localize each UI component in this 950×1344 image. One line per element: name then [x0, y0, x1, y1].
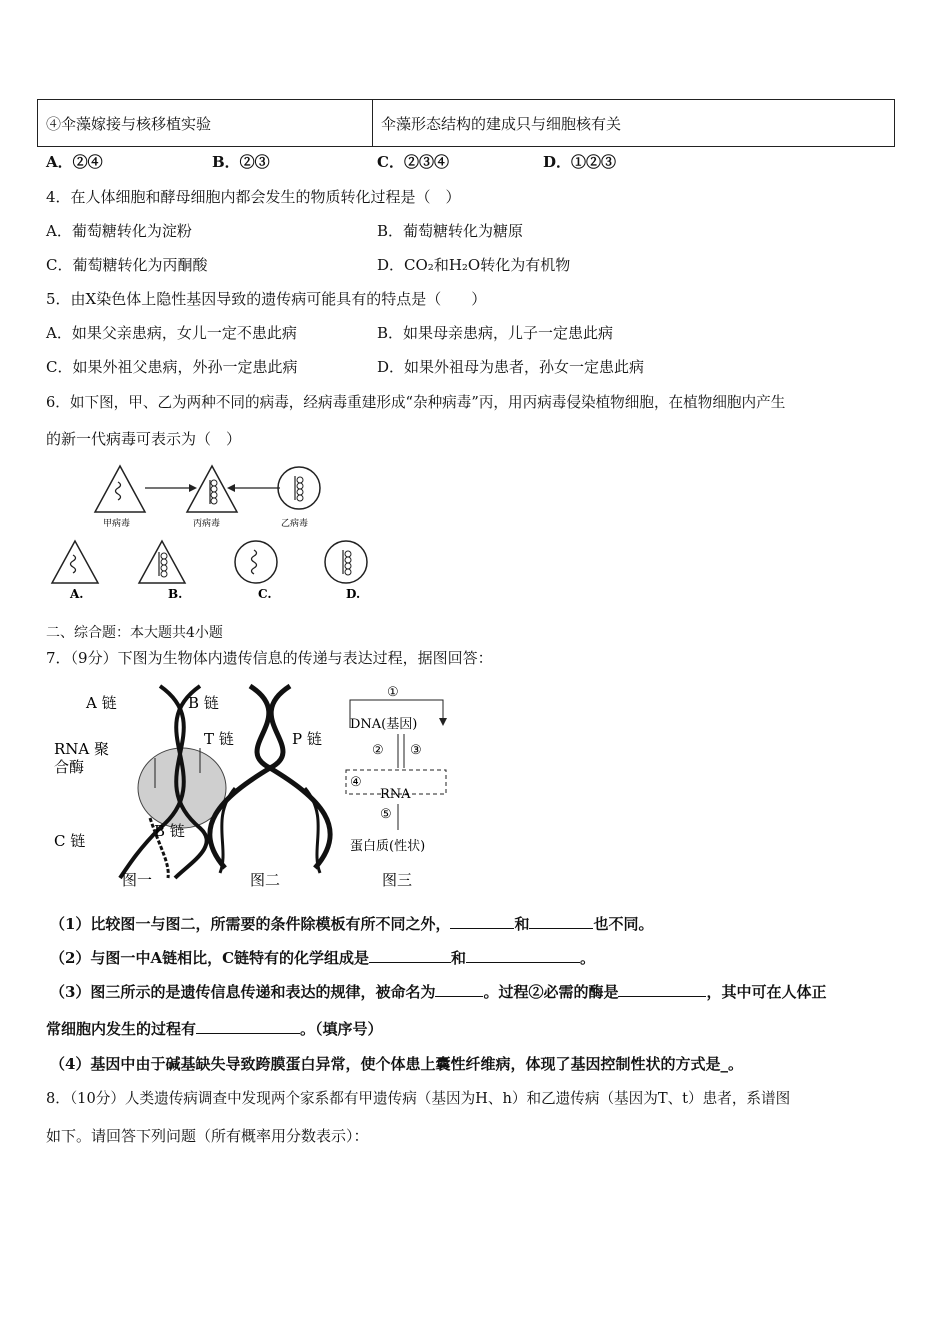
q5-option-c: C．如果外祖父患病，外孙一定患此病 — [46, 358, 298, 376]
fig2-label-p-chain: P 链 — [292, 730, 322, 748]
q7-subquestion-3: （3）图三所示的是遗传信息传递和表达的规律，被命名为 。过程②必需的酶是 ，其中可在人体正 — [50, 983, 827, 1001]
fig3-caption: 图三 — [382, 871, 413, 889]
fig3-protein: 蛋白质(性状) — [350, 839, 426, 854]
virus-yi — [278, 467, 320, 509]
virus-label-bing: 丙病毒 — [193, 519, 221, 529]
answer-blank[interactable] — [196, 1019, 300, 1034]
answer-blank[interactable] — [529, 914, 593, 929]
q6-stem-line1: 6．如下图，甲、乙为两种不同的病毒，经病毒重建形成“杂种病毒”丙，用丙病毒侵染植物细胞，在植物细胞内产生 — [46, 394, 786, 411]
answer-blank[interactable] — [369, 948, 451, 963]
q3-option-b: B．②③ — [212, 153, 270, 171]
section-heading: 二、综合题：本大题共4小题 — [46, 625, 223, 641]
fig2-caption: 图二 — [250, 871, 281, 889]
answer-blank[interactable] — [435, 982, 483, 997]
q3-option-d: D．①②③ — [543, 153, 617, 171]
comparison-table — [37, 99, 895, 147]
choice-label-a: A. — [70, 587, 84, 601]
answer-blank[interactable] — [450, 914, 514, 929]
fig1-label-b-chain-top: B 链 — [188, 694, 219, 712]
q4-option-a: A．葡萄糖转化为淀粉 — [46, 222, 192, 240]
q4-option-c: C．葡萄糖转化为丙酮酸 — [46, 256, 208, 274]
figure-one — [54, 686, 226, 889]
virus-jia — [95, 466, 145, 512]
q4-option-d: D．CO₂和H₂O转化为有机物 — [377, 256, 571, 274]
table-row — [38, 100, 895, 147]
fig1-label-rna-polymerase-2: 合酶 — [54, 758, 85, 776]
q4-stem: 4．在人体细胞和酵母细胞内都会发生的物质转化过程是（ ） — [46, 188, 461, 206]
fig3-process-1: ① — [387, 685, 399, 700]
virus-reconstruction-figure — [85, 458, 345, 530]
fig3-process-2: ② — [372, 743, 384, 758]
fig1-label-a-chain: A 链 — [86, 694, 117, 712]
fig3-process-3: ③ — [410, 743, 422, 758]
virus-label-jia: 甲病毒 — [103, 519, 131, 529]
q8-stem-line1: 8．（10分）人类遗传病调查中发现两个家系都有甲遗传病（基因为H、h）和乙遗传病（基因为T、t）患者，系谱图 — [46, 1090, 791, 1107]
table-cell-conclusion: 伞藻形态结构的建成只与细胞核有关 — [373, 100, 895, 147]
virus-choices-figure — [48, 535, 378, 605]
q3-option-c: C．②③④ — [377, 153, 449, 171]
q6-stem-line2: 的新一代病毒可表示为（ ） — [46, 430, 242, 448]
choice-label-b: B. — [168, 587, 183, 601]
fig3-rna: RNA — [380, 787, 411, 802]
fig3-process-5: ⑤ — [380, 807, 392, 822]
q8-stem-line2: 如下。请回答下列问题（所有概率用分数表示）： — [46, 1127, 369, 1145]
genetic-information-figure — [50, 678, 470, 890]
choice-label-d: D. — [346, 587, 361, 601]
choice-label-c: C. — [258, 587, 272, 601]
q4-option-b: B．葡萄糖转化为糖原 — [377, 222, 524, 240]
answer-blank[interactable] — [466, 948, 580, 963]
choice-b-virus — [139, 541, 185, 583]
fig1-caption: 图一 — [122, 871, 153, 889]
fig3-dna: DNA(基因) — [350, 717, 418, 732]
q7-subquestion-3-cont: 常细胞内发生的过程有 。（填序号） — [46, 1020, 383, 1038]
choice-d-virus — [325, 541, 367, 583]
figure-three — [346, 685, 447, 889]
q5-option-b: B．如果母亲患病，儿子一定患此病 — [377, 324, 614, 342]
q5-option-d: D．如果外祖母为患者，孙女一定患此病 — [377, 358, 645, 376]
virus-label-yi: 乙病毒 — [281, 519, 309, 529]
choice-c-virus — [235, 541, 277, 583]
fig3-process-4: ④ — [350, 775, 362, 790]
answer-blank[interactable] — [618, 982, 706, 997]
fig1-label-rna-polymerase-1: RNA 聚 — [54, 740, 110, 758]
fig1-label-b-chain-bottom: B 链 — [154, 822, 185, 840]
fig1-label-c-chain: C 链 — [54, 832, 86, 850]
q7-subquestion-1: （1）比较图一与图二，所需要的条件除模板有所不同之外， 和 也不同。 — [50, 915, 654, 933]
table-cell-experiment: ④伞藻嫁接与核移植实验 — [38, 100, 373, 147]
q5-option-a: A．如果父亲患病，女儿一定不患此病 — [46, 324, 297, 342]
q7-subquestion-2: （2）与图一中A链相比，C链特有的化学组成是 和 。 — [50, 949, 596, 967]
q5-stem: 5．由X染色体上隐性基因导致的遗传病可能具有的特点是（ ） — [46, 290, 487, 308]
fig2-label-t-chain: T 链 — [204, 730, 234, 748]
q3-option-a: A．②④ — [46, 153, 103, 171]
choice-a-virus — [52, 541, 98, 583]
q7-stem: 7．（9分）下图为生物体内遗传信息的传递与表达过程，据图回答： — [46, 649, 493, 667]
q7-subquestion-4: （4）基因中由于碱基缺失导致跨膜蛋白异常，使个体患上囊性纤维病，体现了基因控制性状的方式是_。 — [50, 1055, 743, 1073]
